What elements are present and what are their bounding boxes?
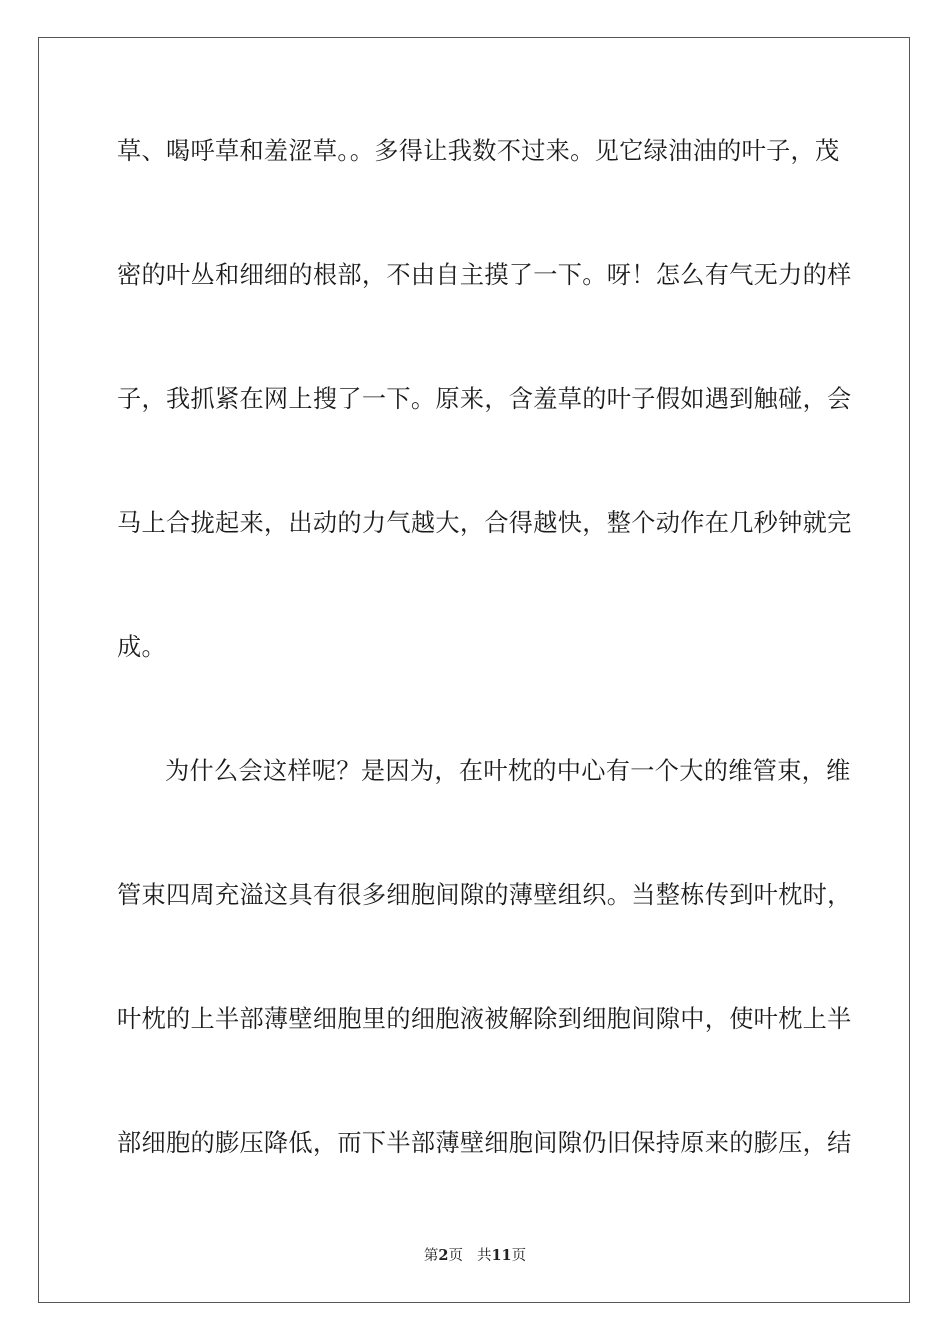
text-line-2: 密的叶丛和细细的根部，不由自主摸了一下。呀！怎么有气无力的样 <box>117 261 852 289</box>
text-line-3: 子，我抓紧在网上搜了一下。原来，含羞草的叶子假如遇到触碰，会 <box>117 385 852 413</box>
text-line-5: 成。 <box>117 633 166 661</box>
text-line-8: 叶枕的上半部薄壁细胞里的细胞液被解除到细胞间隙中，使叶枕上半 <box>117 1005 852 1033</box>
total-suffix: 页 <box>511 1248 527 1264</box>
page-number: 2 <box>438 1247 449 1264</box>
total-pages: 11 <box>491 1247 512 1264</box>
text-line-4: 马上合拢起来，出动的力气越大，合得越快，整个动作在几秒钟就完 <box>117 509 852 537</box>
page-footer <box>0 1246 950 1266</box>
text-line-9: 部细胞的膨压降低，而下半部薄壁细胞间隙仍旧保持原来的膨压，结 <box>117 1129 852 1157</box>
total-prefix: 共 <box>476 1248 492 1264</box>
page-border <box>38 37 910 1303</box>
text-line-6: 为什么会这样呢？是因为，在叶枕的中心有一个大的维管束，维 <box>165 757 851 785</box>
page-suffix: 页 <box>448 1248 463 1264</box>
text-line-1: 草、喝呼草和羞涩草。。多得让我数不过来。见它绿油油的叶子，茂 <box>117 137 840 165</box>
page-prefix: 第 <box>423 1248 439 1264</box>
text-line-7: 管束四周充溢这具有很多细胞间隙的薄壁组织。当整栋传到叶枕时， <box>117 881 852 909</box>
